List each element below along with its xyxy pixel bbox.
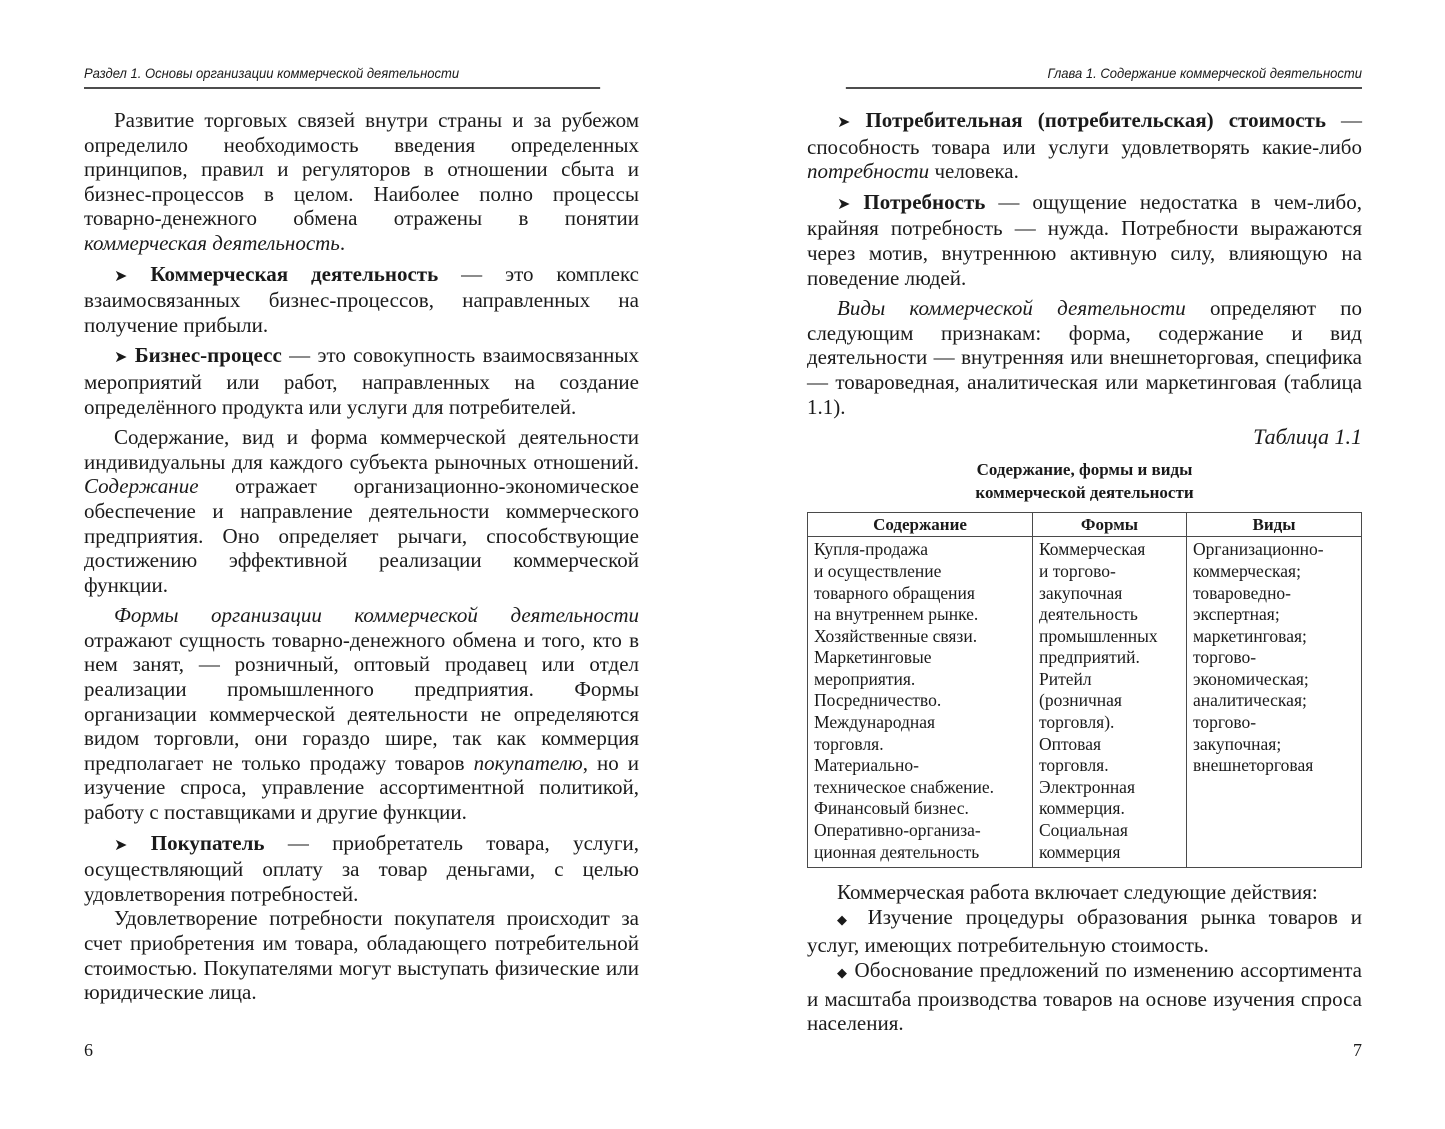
- paragraph: Виды коммерческой деятельности определяют по следующим признакам: форма, содержание и вид деятельности — внутренняя или внешнеторговая, специфика — товароведная, аналитическая или маркетинговая (таблица 1.1).: [807, 296, 1362, 419]
- page-number-right: 7: [1353, 1040, 1362, 1060]
- table-number: Таблица 1.1: [1253, 424, 1362, 450]
- left-page: [84, 0, 639, 1129]
- table-cell-content: Купля-продажа и осуществление товарного обращения на внутреннем рынке. Хозяйственные связи. Маркетинговые мероприятия. Посредничество. Международная торговля. Материально- техническое снабжение. Финансовый бизнес. Оперативно-организа- ционная деятельность: [808, 537, 1033, 868]
- column-header-content: Содержание: [808, 512, 1033, 537]
- paragraph: Формы организации коммерческой деятельности отражают сущность товарно-денежного обмена и того, кто в нем занят, — розничный, оптовый продавец или отдел реализации промышленного предприятия. Формы организации коммерческой деятельности не определяются видом торговли, они гораздо шире, так как коммерция предполагает не только продажу товаров покупателю, но и изучение спроса, управление ассортиментной политикой, работу с поставщиками и другие функции.: [84, 603, 639, 825]
- list-item: ◆ Изучение процедуры образования рынка товаров и услуг, имеющих потребительную стоимость.: [807, 904, 1363, 958]
- paragraph: Развитие торговых связей внутри страны и за рубежом определило необходимость введения определенных принципов, правил и регуляторов в отношении сбыта и бизнес-процессов в целом. Наиболее полно процессы товарно-денежного обмена отражены в понятии коммерческая деятельность.: [84, 108, 639, 255]
- column-header-types: Виды: [1187, 512, 1362, 537]
- page-number-left: 6: [84, 1040, 93, 1060]
- bullet-icon: ◆: [837, 966, 849, 981]
- arrow-marker-icon: ➤: [837, 112, 851, 131]
- running-head-right: Глава 1. Содержание коммерческой деятельности: [846, 64, 1362, 89]
- table-title: Содержание, формы и виды коммерческой деятельности: [975, 459, 1194, 502]
- definition-commercial-activity: ➤ Коммерческая деятельность — это комплекс взаимосвязанных бизнес-процессов, направленных на получение прибыли.: [84, 261, 639, 337]
- list-item: ◆ Обоснование предложений по изменению ассортимента и масштаба производства товаров на основе изучения спроса населения.: [807, 958, 1362, 1036]
- definition-use-value: ➤ Потребительная (потребительская) стоимость — способность товара или услуги удовлетворять какие-либо потребности человека.: [807, 108, 1362, 184]
- arrow-marker-icon: ➤: [114, 265, 128, 285]
- definition-need: ➤ Потребность — ощущение недостатка в чем-либо, крайняя потребность — нужда. Потребности выражаются через мотив, внутреннюю активную силу, влияющую на поведение людей.: [807, 189, 1362, 290]
- content-table: [807, 512, 1362, 869]
- right-page: [807, 0, 1362, 1129]
- arrow-marker-icon: ➤: [114, 834, 128, 854]
- table-row: [808, 537, 1362, 868]
- right-page-text: [807, 108, 1362, 1036]
- paragraph: Удовлетворение потребности покупателя происходит за счет приобретения им товара, обладающего потребительной стоимостью. Покупателями могут выступать физические или юридические лица.: [84, 906, 639, 1005]
- arrow-marker-icon: ➤: [837, 193, 851, 213]
- paragraph: Коммерческая работа включает следующие действия:: [837, 880, 1318, 905]
- bullet-icon: ◆: [837, 912, 855, 928]
- definition-buyer: ➤ Покупатель — приобретатель товара, услуги, осуществляющий оплату за товар деньгами, с целью удовлетворения потребностей.: [84, 830, 639, 906]
- table-cell-types: Организационно- коммерческая; товароведно- экспертная; маркетинговая; торгово- экономическая; аналитическая; торгово- закупочная; внешнеторговая: [1187, 537, 1362, 868]
- paragraph: Содержание, вид и форма коммерческой деятельности индивидуальны для каждого субъекта рыночных отношений. Содержание отражает организационно-экономическое обеспечение и направление деятельности коммерческого предприятия. Оно определяет рычаги, способствующие достижению эффективной реализации коммерческой функции.: [84, 425, 639, 597]
- definition-business-process: ➤ Бизнес-процесс — это совокупность взаимосвязанных мероприятий или работ, направленных на создание определённого продукта или услуги для потребителей.: [84, 343, 640, 419]
- running-head-left: Раздел 1. Основы организации коммерческой деятельности: [84, 64, 600, 89]
- table-header-row: [808, 512, 1362, 537]
- table-cell-forms: Коммерческая и торгово- закупочная деятельность промышленных предприятий. Ритейл (розничная торговля). Оптовая торговля. Электронная коммерция. Социальная коммерция: [1033, 537, 1187, 868]
- arrow-marker-icon: ➤: [114, 347, 128, 367]
- column-header-forms: Формы: [1033, 512, 1187, 537]
- left-page-text: [84, 108, 639, 1011]
